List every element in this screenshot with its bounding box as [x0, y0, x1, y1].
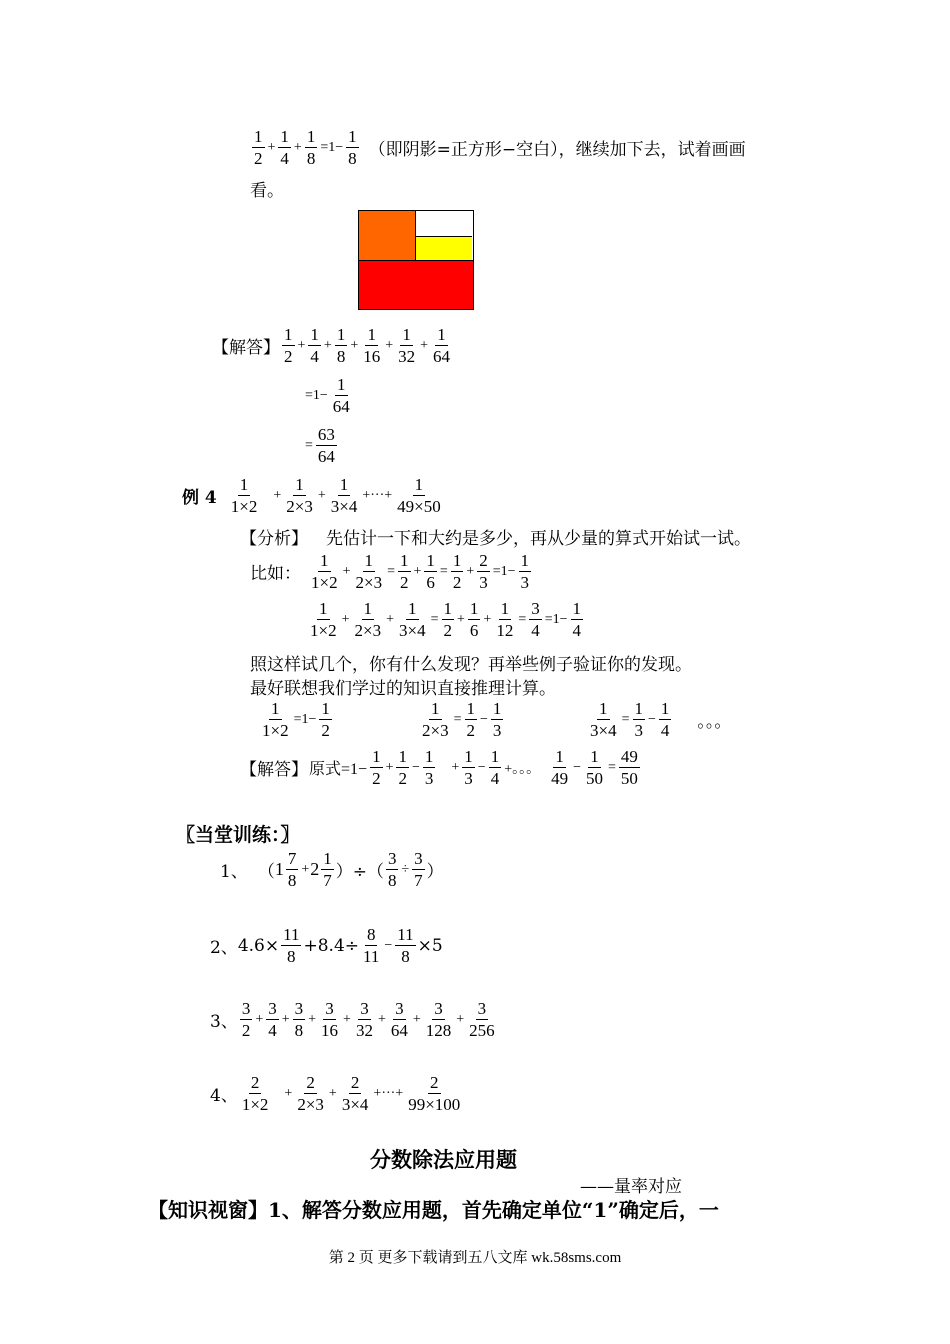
discovery-text: 照这样试几个，你有什么发现？再举些例子验证你的发现。	[250, 655, 692, 675]
half-region-red	[359, 260, 473, 309]
section-subtitle: ——量率对应	[580, 1177, 682, 1197]
fraction: $\frac{1}{8}$	[348, 127, 357, 168]
blank-region	[416, 211, 472, 236]
mixed-number: 2 $\frac{1}{7}$	[310, 849, 332, 890]
mixed-number: 1 $\frac{7}{8}$	[274, 849, 297, 890]
question-number: 1、	[220, 862, 248, 882]
equals-one-minus: =1−	[305, 387, 328, 403]
intro-text: （即阴影=正方形−空白），继续加下去，试着画画	[368, 140, 746, 160]
fraction: $\frac{1}{4}$	[280, 127, 289, 168]
intro-equation: $\frac{1}{2}$ + $\frac{1}{4}$ + $\frac{1}{8}$ =1− $\frac{1}{8}$ （即阴影=正方形−空白），继续加下去，试着画画	[254, 127, 746, 168]
q2-part-c: ×5	[417, 935, 443, 956]
reasoning-text: 最好联想我们学过的知识直接推理计算。	[250, 679, 556, 699]
answer-label: 【解答】	[212, 338, 280, 358]
intro-text-cont: 看。	[250, 181, 284, 201]
page-footer: 第 2 页 更多下载请到五八文库 wk.58sms.com	[328, 1250, 622, 1266]
eighth-region-yellow	[416, 236, 472, 260]
equals-one-minus: =1−	[320, 139, 344, 155]
result-fraction: $\frac{49}{50}$	[620, 747, 638, 788]
example-label: 例 4	[182, 488, 217, 508]
section-title: 分数除法应用题	[370, 1147, 517, 1172]
analysis-text: 先估计一下和大约是多少，再从少量的算式开始试一试。	[326, 529, 751, 549]
ellipsis: +。。。	[504, 761, 541, 777]
result-fraction: $\frac{63}{64}$	[317, 425, 335, 466]
practice-heading: 〖当堂训练：〗	[176, 824, 300, 846]
question-number: 4、	[210, 1086, 238, 1106]
ellipsis: 。。。	[697, 712, 732, 732]
knowledge-window: 【知识视窗】1、解答分数应用题，首先确定单位“1”确定后，一	[148, 1198, 719, 1222]
analysis-label: 【分析】	[240, 529, 308, 549]
fraction: $\frac{1}{8}$	[306, 127, 316, 168]
answer-label: 【解答】	[240, 760, 308, 780]
for-example-label: 比如：	[250, 564, 301, 584]
question-number: 3、	[210, 1012, 238, 1032]
quarter-region-orange	[359, 211, 416, 260]
q2-part-b: +8.4÷	[303, 935, 360, 956]
shaded-square-diagram	[358, 210, 474, 310]
q2-part-a: 4.6×	[237, 935, 280, 956]
fraction: $\frac{1}{2}$	[254, 127, 263, 168]
question-number: 2、	[210, 938, 238, 958]
answer-prefix: 原式=1−	[309, 761, 368, 778]
equals-sign: =	[305, 437, 313, 453]
